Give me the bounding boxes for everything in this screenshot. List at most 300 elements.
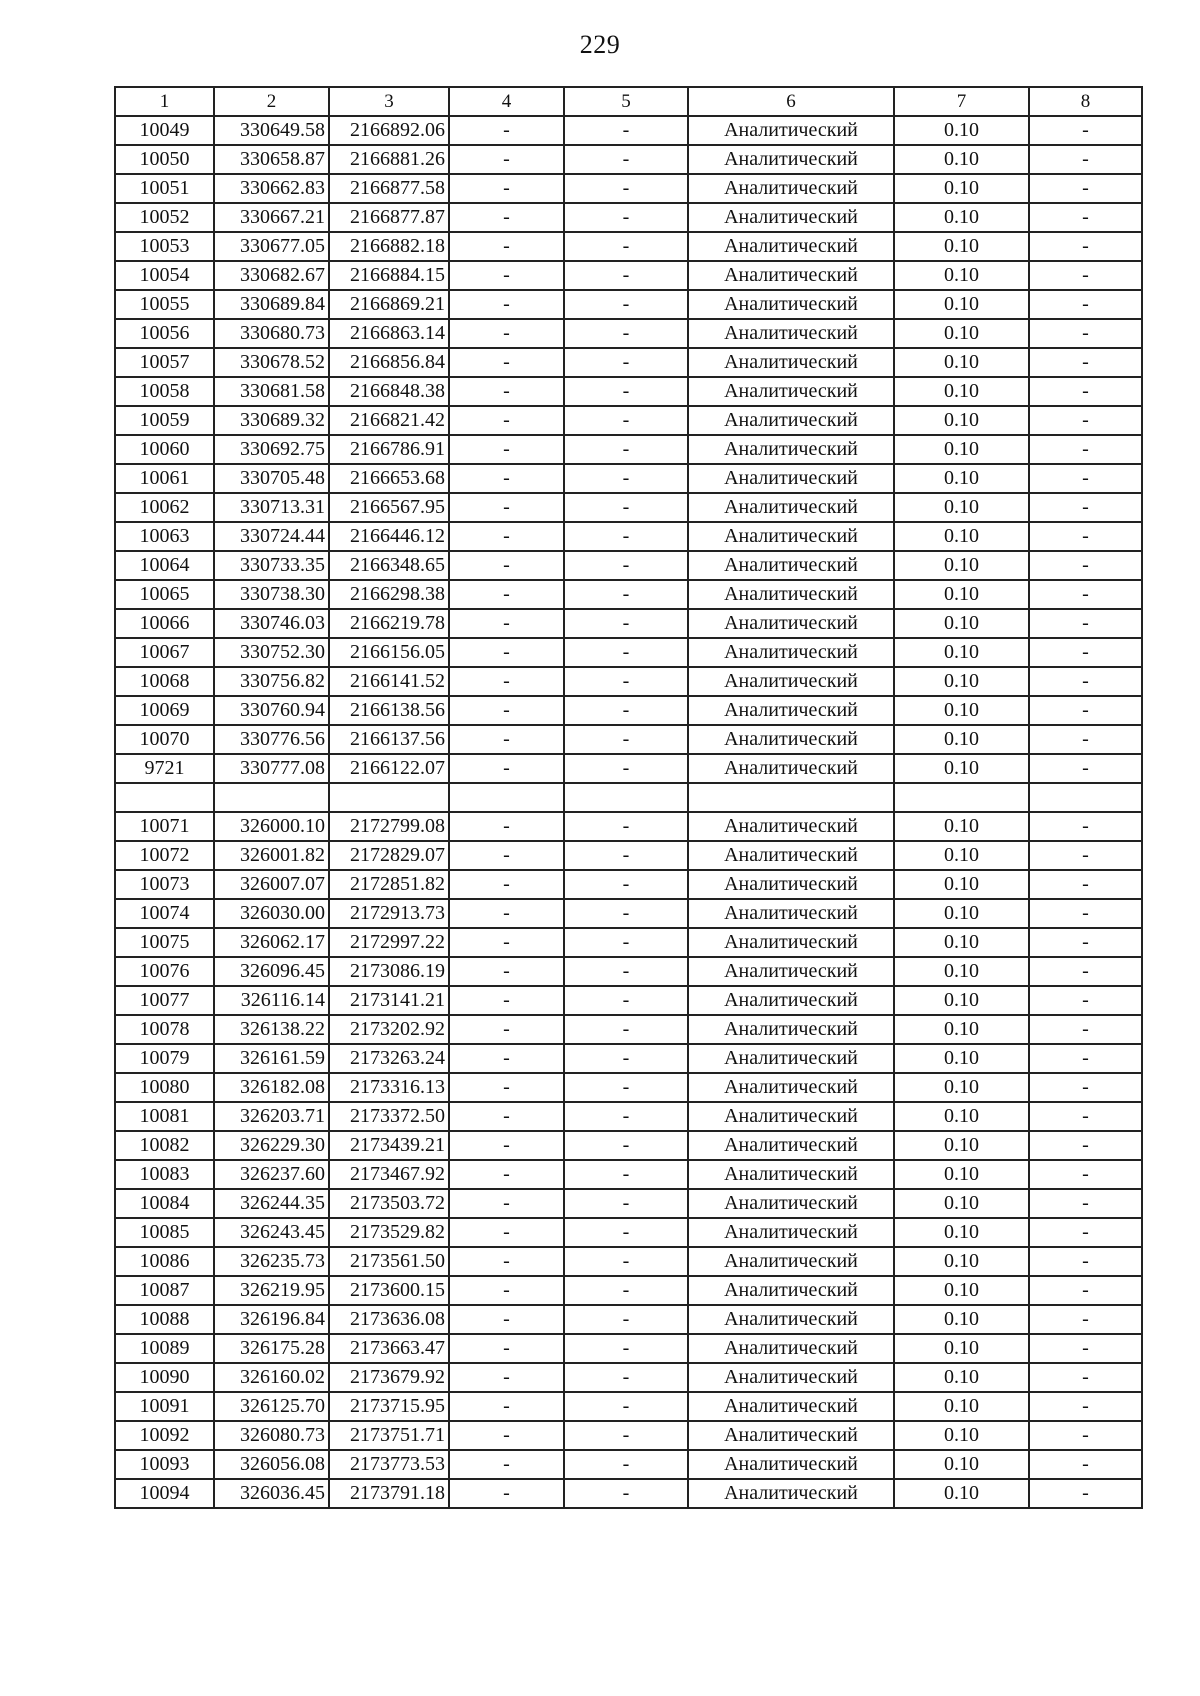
accuracy-cell: 0.10 [894, 145, 1029, 174]
col8-cell: - [1029, 1247, 1142, 1276]
col4-cell: - [449, 1015, 564, 1044]
table-row [115, 290, 1142, 319]
y-coordinate-cell: 2173202.92 [329, 1015, 449, 1044]
accuracy-cell: 0.10 [894, 957, 1029, 986]
table-row [115, 522, 1142, 551]
point-number-cell: 10059 [115, 406, 214, 435]
method-cell: Аналитический [688, 1015, 894, 1044]
col5-cell: - [564, 348, 688, 377]
accuracy-cell: 0.10 [894, 986, 1029, 1015]
col8-cell: - [1029, 116, 1142, 145]
page-number: 229 [579, 30, 621, 59]
table-row [115, 551, 1142, 580]
method-cell: Аналитический [688, 1421, 894, 1450]
accuracy-cell: 0.10 [894, 522, 1029, 551]
col8-cell: - [1029, 1305, 1142, 1334]
col5-cell: - [564, 145, 688, 174]
col8-cell: - [1029, 609, 1142, 638]
y-coordinate-cell: 2173086.19 [329, 957, 449, 986]
x-coordinate-cell: 326116.14 [214, 986, 329, 1015]
col4-cell: - [449, 1276, 564, 1305]
accuracy-cell: 0.10 [894, 1276, 1029, 1305]
col4-cell: - [449, 1160, 564, 1189]
col8-cell: - [1029, 1334, 1142, 1363]
accuracy-cell: 0.10 [894, 638, 1029, 667]
col4-cell: - [449, 696, 564, 725]
x-coordinate-cell: 326244.35 [214, 1189, 329, 1218]
y-coordinate-cell: 2166884.15 [329, 261, 449, 290]
method-cell: Аналитический [688, 1073, 894, 1102]
col4-cell: - [449, 551, 564, 580]
x-coordinate-cell: 330682.67 [214, 261, 329, 290]
x-coordinate-cell [214, 783, 329, 812]
column-header: 4 [449, 87, 564, 116]
point-number-cell: 10066 [115, 609, 214, 638]
table-row [115, 870, 1142, 899]
col4-cell: - [449, 522, 564, 551]
x-coordinate-cell: 326235.73 [214, 1247, 329, 1276]
col5-cell: - [564, 261, 688, 290]
point-number-cell: 10091 [115, 1392, 214, 1421]
accuracy-cell: 0.10 [894, 1160, 1029, 1189]
table-row [115, 406, 1142, 435]
accuracy-cell: 0.10 [894, 1102, 1029, 1131]
col5-cell: - [564, 319, 688, 348]
x-coordinate-cell: 326096.45 [214, 957, 329, 986]
x-coordinate-cell: 330692.75 [214, 435, 329, 464]
method-cell: Аналитический [688, 319, 894, 348]
method-cell: Аналитический [688, 551, 894, 580]
col4-cell: - [449, 232, 564, 261]
accuracy-cell: 0.10 [894, 899, 1029, 928]
col4-cell: - [449, 609, 564, 638]
col4-cell: - [449, 464, 564, 493]
x-coordinate-cell: 330776.56 [214, 725, 329, 754]
point-number-cell: 10055 [115, 290, 214, 319]
method-cell: Аналитический [688, 638, 894, 667]
col5-cell: - [564, 609, 688, 638]
y-coordinate-cell: 2173561.50 [329, 1247, 449, 1276]
col8-cell: - [1029, 725, 1142, 754]
method-cell: Аналитический [688, 1218, 894, 1247]
method-cell: Аналитический [688, 1131, 894, 1160]
x-coordinate-cell: 326243.45 [214, 1218, 329, 1247]
method-cell: Аналитический [688, 928, 894, 957]
table-row [115, 638, 1142, 667]
y-coordinate-cell: 2166786.91 [329, 435, 449, 464]
col5-cell: - [564, 638, 688, 667]
accuracy-cell: 0.10 [894, 232, 1029, 261]
col8-cell: - [1029, 899, 1142, 928]
y-coordinate-cell: 2173600.15 [329, 1276, 449, 1305]
method-cell: Аналитический [688, 174, 894, 203]
col5-cell: - [564, 174, 688, 203]
col5-cell: - [564, 1160, 688, 1189]
point-number-cell: 10071 [115, 812, 214, 841]
table-row [115, 725, 1142, 754]
col4-cell: - [449, 435, 564, 464]
y-coordinate-cell: 2166877.58 [329, 174, 449, 203]
col8-cell: - [1029, 1131, 1142, 1160]
col8-cell: - [1029, 812, 1142, 841]
y-coordinate-cell: 2173316.13 [329, 1073, 449, 1102]
col8-cell: - [1029, 1189, 1142, 1218]
x-coordinate-cell: 326080.73 [214, 1421, 329, 1450]
table-row [115, 841, 1142, 870]
point-number-cell: 10084 [115, 1189, 214, 1218]
y-coordinate-cell: 2166877.87 [329, 203, 449, 232]
y-coordinate-cell: 2173439.21 [329, 1131, 449, 1160]
y-coordinate-cell: 2166863.14 [329, 319, 449, 348]
y-coordinate-cell: 2166156.05 [329, 638, 449, 667]
method-cell: Аналитический [688, 261, 894, 290]
point-number-cell: 10072 [115, 841, 214, 870]
col4-cell: - [449, 1044, 564, 1073]
column-header: 5 [564, 87, 688, 116]
col8-cell: - [1029, 754, 1142, 783]
table-row [115, 928, 1142, 957]
method-cell: Аналитический [688, 609, 894, 638]
accuracy-cell: 0.10 [894, 841, 1029, 870]
table-row [115, 899, 1142, 928]
x-coordinate-cell: 330724.44 [214, 522, 329, 551]
table-row [115, 1363, 1142, 1392]
col5-cell: - [564, 1392, 688, 1421]
point-number-cell: 10068 [115, 667, 214, 696]
table-row [115, 986, 1142, 1015]
col8-cell: - [1029, 406, 1142, 435]
x-coordinate-cell: 330705.48 [214, 464, 329, 493]
accuracy-cell: 0.10 [894, 1189, 1029, 1218]
table-row [115, 667, 1142, 696]
col5-cell: - [564, 725, 688, 754]
x-coordinate-cell: 326125.70 [214, 1392, 329, 1421]
col5-cell: - [564, 232, 688, 261]
table-row [115, 348, 1142, 377]
point-number-cell: 10058 [115, 377, 214, 406]
point-number-cell: 10083 [115, 1160, 214, 1189]
col5-cell: - [564, 522, 688, 551]
table-row [115, 145, 1142, 174]
col4-cell: - [449, 174, 564, 203]
method-cell: Аналитический [688, 1305, 894, 1334]
table-row [115, 1334, 1142, 1363]
column-header: 6 [688, 87, 894, 116]
accuracy-cell: 0.10 [894, 1073, 1029, 1102]
col5-cell: - [564, 1334, 688, 1363]
col4-cell: - [449, 725, 564, 754]
point-number-cell: 10075 [115, 928, 214, 957]
y-coordinate-cell: 2166848.38 [329, 377, 449, 406]
col8-cell: - [1029, 493, 1142, 522]
col5-cell: - [564, 551, 688, 580]
x-coordinate-cell: 326160.02 [214, 1363, 329, 1392]
table-row [115, 696, 1142, 725]
col8-cell: - [1029, 377, 1142, 406]
col8-cell: - [1029, 464, 1142, 493]
table-row [115, 319, 1142, 348]
table-row [115, 1305, 1142, 1334]
point-number-cell: 10079 [115, 1044, 214, 1073]
col8-cell: - [1029, 1450, 1142, 1479]
y-coordinate-cell: 2166141.52 [329, 667, 449, 696]
method-cell: Аналитический [688, 667, 894, 696]
accuracy-cell: 0.10 [894, 1218, 1029, 1247]
col8-cell: - [1029, 986, 1142, 1015]
table-row [115, 116, 1142, 145]
accuracy-cell: 0.10 [894, 1044, 1029, 1073]
col5-cell: - [564, 435, 688, 464]
column-header: 3 [329, 87, 449, 116]
col8-cell: - [1029, 957, 1142, 986]
point-number-cell: 10078 [115, 1015, 214, 1044]
col5-cell: - [564, 406, 688, 435]
accuracy-cell: 0.10 [894, 116, 1029, 145]
col4-cell [449, 783, 564, 812]
method-cell: Аналитический [688, 725, 894, 754]
col4-cell: - [449, 406, 564, 435]
method-cell: Аналитический [688, 203, 894, 232]
col5-cell: - [564, 1276, 688, 1305]
col5-cell [564, 783, 688, 812]
table-row [115, 754, 1142, 783]
col8-cell: - [1029, 319, 1142, 348]
point-number-cell: 10052 [115, 203, 214, 232]
accuracy-cell: 0.10 [894, 406, 1029, 435]
column-header: 2 [214, 87, 329, 116]
col8-cell: - [1029, 1276, 1142, 1305]
col4-cell: - [449, 319, 564, 348]
method-cell: Аналитический [688, 754, 894, 783]
y-coordinate-cell: 2172799.08 [329, 812, 449, 841]
accuracy-cell: 0.10 [894, 725, 1029, 754]
col8-cell: - [1029, 435, 1142, 464]
col4-cell: - [449, 1305, 564, 1334]
y-coordinate-cell: 2173467.92 [329, 1160, 449, 1189]
accuracy-cell: 0.10 [894, 377, 1029, 406]
point-number-cell: 10073 [115, 870, 214, 899]
accuracy-cell: 0.10 [894, 1363, 1029, 1392]
x-coordinate-cell: 330713.31 [214, 493, 329, 522]
point-number-cell: 10060 [115, 435, 214, 464]
y-coordinate-cell: 2173679.92 [329, 1363, 449, 1392]
y-coordinate-cell: 2173663.47 [329, 1334, 449, 1363]
accuracy-cell [894, 783, 1029, 812]
col8-cell: - [1029, 870, 1142, 899]
method-cell: Аналитический [688, 899, 894, 928]
col4-cell: - [449, 1218, 564, 1247]
method-cell: Аналитический [688, 957, 894, 986]
x-coordinate-cell: 330678.52 [214, 348, 329, 377]
col8-cell: - [1029, 928, 1142, 957]
y-coordinate-cell: 2166137.56 [329, 725, 449, 754]
y-coordinate-cell: 2166869.21 [329, 290, 449, 319]
col4-cell: - [449, 1131, 564, 1160]
col4-cell: - [449, 1189, 564, 1218]
x-coordinate-cell: 326182.08 [214, 1073, 329, 1102]
table-body [115, 116, 1142, 1508]
col5-cell: - [564, 1189, 688, 1218]
point-number-cell: 10051 [115, 174, 214, 203]
col8-cell: - [1029, 1102, 1142, 1131]
y-coordinate-cell: 2173773.53 [329, 1450, 449, 1479]
col5-cell: - [564, 986, 688, 1015]
col8-cell: - [1029, 1160, 1142, 1189]
x-coordinate-cell: 330738.30 [214, 580, 329, 609]
col4-cell: - [449, 348, 564, 377]
table-row [115, 174, 1142, 203]
y-coordinate-cell: 2173791.18 [329, 1479, 449, 1508]
col4-cell: - [449, 1363, 564, 1392]
y-coordinate-cell: 2173751.71 [329, 1421, 449, 1450]
x-coordinate-cell: 326161.59 [214, 1044, 329, 1073]
method-cell: Аналитический [688, 1450, 894, 1479]
x-coordinate-cell: 330677.05 [214, 232, 329, 261]
column-header: 1 [115, 87, 214, 116]
col4-cell: - [449, 145, 564, 174]
point-number-cell: 10093 [115, 1450, 214, 1479]
col8-cell: - [1029, 174, 1142, 203]
table-row [115, 493, 1142, 522]
col8-cell: - [1029, 580, 1142, 609]
col4-cell: - [449, 841, 564, 870]
table-row [115, 957, 1142, 986]
point-number-cell: 10094 [115, 1479, 214, 1508]
col5-cell: - [564, 1102, 688, 1131]
col8-cell: - [1029, 1479, 1142, 1508]
point-number-cell: 10085 [115, 1218, 214, 1247]
point-number-cell: 10090 [115, 1363, 214, 1392]
col5-cell: - [564, 1479, 688, 1508]
col5-cell: - [564, 1247, 688, 1276]
x-coordinate-cell: 326219.95 [214, 1276, 329, 1305]
col5-cell: - [564, 1363, 688, 1392]
coordinates-table [114, 86, 1143, 1509]
point-number-cell: 10087 [115, 1276, 214, 1305]
col4-cell: - [449, 1102, 564, 1131]
x-coordinate-cell: 326196.84 [214, 1305, 329, 1334]
method-cell: Аналитический [688, 812, 894, 841]
col4-cell: - [449, 1450, 564, 1479]
accuracy-cell: 0.10 [894, 551, 1029, 580]
method-cell: Аналитический [688, 406, 894, 435]
table-row [115, 232, 1142, 261]
col4-cell: - [449, 290, 564, 319]
table-row [115, 1102, 1142, 1131]
accuracy-cell: 0.10 [894, 1305, 1029, 1334]
col5-cell: - [564, 957, 688, 986]
y-coordinate-cell: 2166219.78 [329, 609, 449, 638]
method-cell: Аналитический [688, 1363, 894, 1392]
point-number-cell: 10082 [115, 1131, 214, 1160]
point-number-cell: 10050 [115, 145, 214, 174]
x-coordinate-cell: 330746.03 [214, 609, 329, 638]
table-row [115, 435, 1142, 464]
accuracy-cell: 0.10 [894, 667, 1029, 696]
method-cell: Аналитический [688, 464, 894, 493]
accuracy-cell: 0.10 [894, 1421, 1029, 1450]
col5-cell: - [564, 377, 688, 406]
y-coordinate-cell: 2172997.22 [329, 928, 449, 957]
point-number-cell: 10049 [115, 116, 214, 145]
col4-cell: - [449, 493, 564, 522]
x-coordinate-cell: 330760.94 [214, 696, 329, 725]
x-coordinate-cell: 326001.82 [214, 841, 329, 870]
method-cell: Аналитический [688, 1044, 894, 1073]
x-coordinate-cell: 330689.32 [214, 406, 329, 435]
col4-cell: - [449, 928, 564, 957]
y-coordinate-cell: 2166882.18 [329, 232, 449, 261]
x-coordinate-cell: 330752.30 [214, 638, 329, 667]
accuracy-cell: 0.10 [894, 493, 1029, 522]
method-cell: Аналитический [688, 145, 894, 174]
col4-cell: - [449, 870, 564, 899]
table-header-row [115, 87, 1142, 116]
table-row [115, 1189, 1142, 1218]
x-coordinate-cell: 326175.28 [214, 1334, 329, 1363]
col5-cell: - [564, 870, 688, 899]
col8-cell: - [1029, 1363, 1142, 1392]
col5-cell: - [564, 1073, 688, 1102]
accuracy-cell: 0.10 [894, 1334, 1029, 1363]
x-coordinate-cell: 330681.58 [214, 377, 329, 406]
point-number-cell: 10056 [115, 319, 214, 348]
table-row [115, 464, 1142, 493]
method-cell: Аналитический [688, 1276, 894, 1305]
col8-cell: - [1029, 551, 1142, 580]
col8-cell: - [1029, 145, 1142, 174]
col8-cell: - [1029, 1392, 1142, 1421]
table-row [115, 377, 1142, 406]
method-cell: Аналитический [688, 1102, 894, 1131]
table-row [115, 203, 1142, 232]
accuracy-cell: 0.10 [894, 812, 1029, 841]
table-row [115, 580, 1142, 609]
y-coordinate-cell: 2173141.21 [329, 986, 449, 1015]
col8-cell: - [1029, 261, 1142, 290]
y-coordinate-cell: 2173263.24 [329, 1044, 449, 1073]
point-number-cell: 10089 [115, 1334, 214, 1363]
col5-cell: - [564, 928, 688, 957]
col8-cell [1029, 783, 1142, 812]
table-row [115, 1450, 1142, 1479]
point-number-cell: 10074 [115, 899, 214, 928]
method-cell: Аналитический [688, 232, 894, 261]
col4-cell: - [449, 1073, 564, 1102]
y-coordinate-cell: 2166821.42 [329, 406, 449, 435]
col5-cell: - [564, 464, 688, 493]
col4-cell: - [449, 899, 564, 928]
table-row [115, 1131, 1142, 1160]
method-cell: Аналитический [688, 696, 894, 725]
table-row [115, 1392, 1142, 1421]
accuracy-cell: 0.10 [894, 580, 1029, 609]
x-coordinate-cell: 330667.21 [214, 203, 329, 232]
accuracy-cell: 0.10 [894, 754, 1029, 783]
col4-cell: - [449, 986, 564, 1015]
col5-cell: - [564, 116, 688, 145]
col4-cell: - [449, 116, 564, 145]
y-coordinate-cell: 2173636.08 [329, 1305, 449, 1334]
accuracy-cell: 0.10 [894, 870, 1029, 899]
method-cell: Аналитический [688, 522, 894, 551]
point-number-cell: 10086 [115, 1247, 214, 1276]
accuracy-cell: 0.10 [894, 464, 1029, 493]
point-number-cell: 10054 [115, 261, 214, 290]
col5-cell: - [564, 696, 688, 725]
x-coordinate-cell: 326237.60 [214, 1160, 329, 1189]
accuracy-cell: 0.10 [894, 1247, 1029, 1276]
